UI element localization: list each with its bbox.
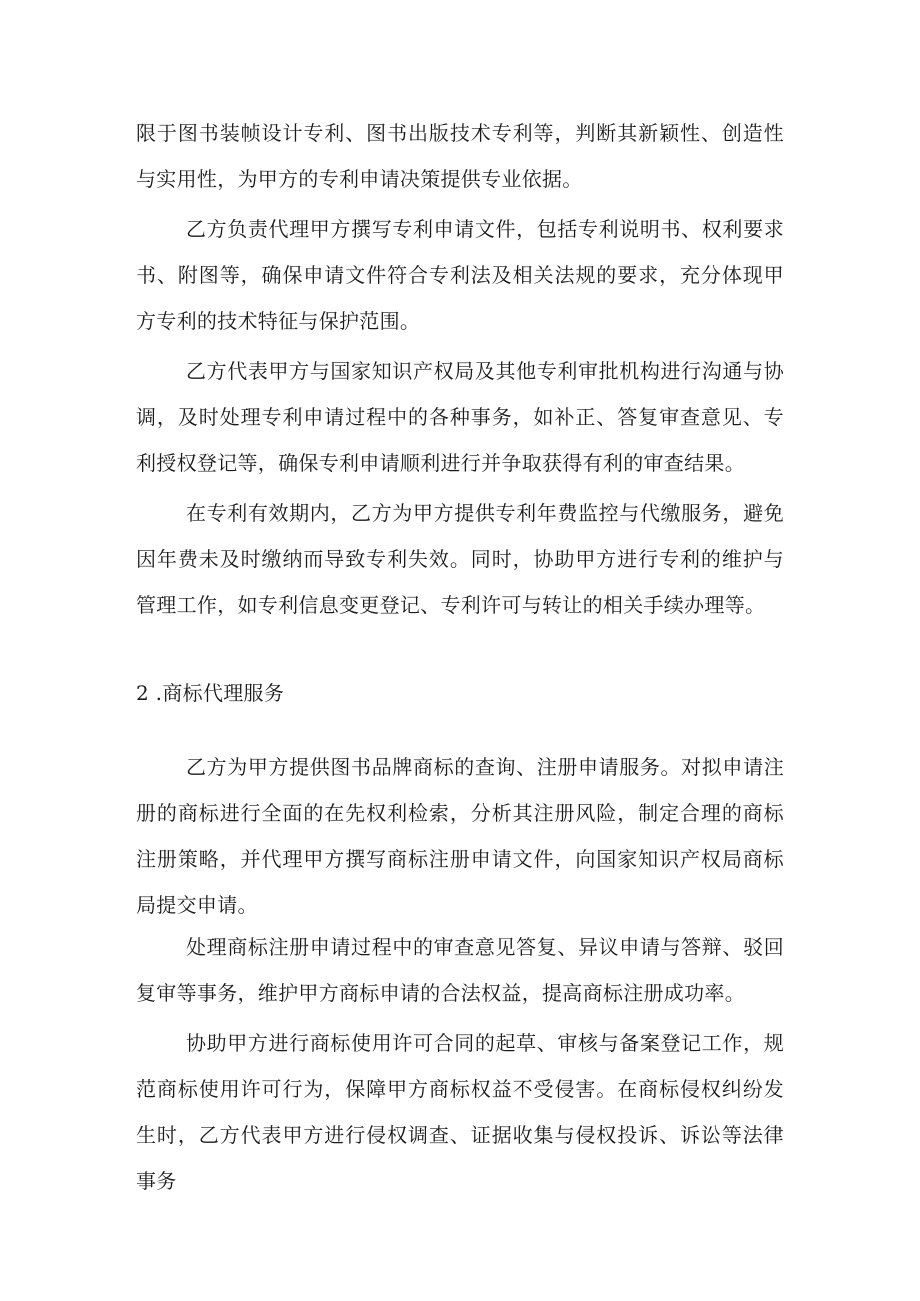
paragraph-patent-drafting: 乙方负责代理甲方撰写专利申请文件，包括专利说明书、权利要求书、附图等，确保申请文件符合专利法及相关法规的要求，充分体现甲方专利的技术特征与保护范围。 [136,217,784,333]
paragraph-trademark-registration: 乙方为甲方提供图书品牌商标的查询、注册申请服务。对拟申请注册的商标进行全面的在先权利检索，分析其注册风险，制定合理的商标注册策略，并代理甲方撰写商标注册申请文件，向国家知识产权局商标局提交申请。 [136,755,784,917]
paragraph-patent-maintenance: 在专利有效期内，乙方为甲方提供专利年费监控与代缴服务，避免因年费未及时缴纳而导致专利失效。同时，协助甲方进行专利的维护与管理工作，如专利信息变更登记、专利许可与转让的相关手续办理等。 [136,501,784,617]
paragraph-trademark-licensing: 协助甲方进行商标使用许可合同的起草、审核与备案登记工作，规范商标使用许可行为，保障甲方商标权益不受侵害。在商标侵权纠纷发生时，乙方代表甲方进行侵权调查、证据收集与侵权投诉、诉讼等法律事务 [136,1031,784,1193]
paragraph-patent-assessment: 限于图书装帧设计专利、图书出版技术专利等，判断其新颖性、创造性与实用性，为甲方的专利申请决策提供专业依据。 [136,121,784,191]
document-body [136,110,784,1204]
paragraph-patent-communication: 乙方代表甲方与国家知识产权局及其他专利审批机构进行沟通与协调，及时处理专利申请过程中的各种事务，如补正、答复审查意见、专利授权登记等，确保专利申请顺利进行并争取获得有利的审查结果。 [136,359,784,475]
paragraph-trademark-review: 处理商标注册申请过程中的审查意见答复、异议申请与答辩、驳回复审等事务，维护甲方商标申请的合法权益，提高商标注册成功率。 [136,935,784,1005]
section-heading-trademark: 2 .商标代理服务 [136,681,285,705]
